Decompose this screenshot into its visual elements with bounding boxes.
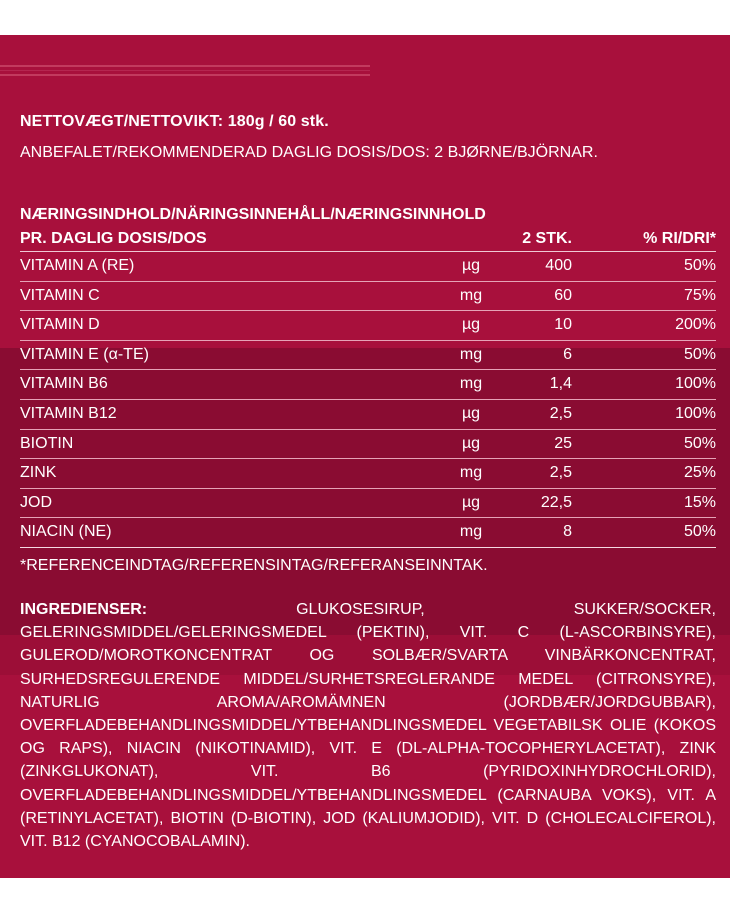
nutrient-amount: 2,5 — [549, 464, 572, 482]
table-row — [20, 459, 716, 489]
nutrient-ri: 50% — [683, 345, 716, 363]
nutrient-amount: 60 — [554, 286, 572, 304]
nutrient-ri: 200% — [675, 316, 716, 334]
nutrient-amount: 10 — [554, 316, 572, 334]
nutrient-ri: 25% — [683, 464, 716, 482]
nutrient-amount: 1,4 — [549, 375, 572, 393]
table-row — [20, 341, 716, 371]
decorative-stripes — [0, 65, 370, 79]
nutrient-name: ZINK — [20, 464, 57, 482]
nutrient-name: VITAMIN D — [20, 316, 100, 334]
label-panel — [0, 35, 730, 878]
nutrient-amount: 8 — [563, 523, 572, 541]
nutrient-name: BIOTIN — [20, 434, 74, 452]
ingredients-label: INGREDIENSER: — [20, 601, 148, 618]
ingredients-list: GLUKOSESIRUP, SUKKER/SOCKER, GELERINGSMIDDEL/GELERINGSMEDEL (PEKTIN), VIT. C (L-ASCORBINSYRE), GULEROD/MOROTKONCENTRAT OG SOLBÆR/SVARTA VINBÄRKONCENTRAT, SURHEDSREGULERENDE MIDDEL/SURHETSREGLERANDE MEDEL (CITRONSYRE), NATURLIG AROMA/AROMÄMNEN (JORDBÆR/JORDGUBBAR), OVERFLADEBEHANDLINGSMIDDEL/YTBEHANDLINGSMEDEL VEGETABILSK OLIE (KOKOS OG RAPS), NIACIN (NIKOTINAMID), VIT. E (DL-ALPHA-TOCOPHERYLACETAT), ZINK (ZINKGLUKONAT), VIT. B6 (PYRIDOXINHYDROCHLORID), OVERFLADEBEHANDLINGSMIDDEL/YTBEHANDLINGSMEDEL (CARNAUBA VOKS), VIT. A (RETINYLACETAT), BIOTIN (D-BIOTIN), JOD (KALIUMJODID), VIT. D (CHOLECALCIFEROL), VIT. B12 (CYANOCOBALAMIN). — [20, 601, 716, 851]
nutrient-name: VITAMIN E (α-TE) — [20, 345, 149, 363]
nutrient-ri: 50% — [683, 257, 716, 274]
table-row — [20, 430, 716, 460]
nutrient-unit: mg — [459, 286, 483, 304]
nutrient-name: VITAMIN B6 — [20, 375, 108, 393]
nutrient-unit: µg — [461, 316, 481, 334]
nutrient-amount: 2,5 — [549, 404, 572, 422]
nutrient-ri: 50% — [683, 523, 716, 541]
column-header-name: PR. DAGLIG DOSIS/DOS — [20, 230, 207, 247]
nutrient-ri: 75% — [683, 286, 716, 304]
nutrient-name: VITAMIN B12 — [20, 404, 117, 422]
daily-dose: ANBEFALET/REKOMMENDERAD DAGLIG DOSIS/DOS: 2 BJØRNE/BJÖRNAR. — [20, 144, 598, 161]
nutrient-unit: mg — [459, 375, 483, 393]
reference-note: *REFERENCEINDTAG/REFERENSINTAG/REFERANSEINNTAK. — [20, 557, 488, 574]
table-row — [20, 252, 716, 282]
nutrient-ri: 100% — [675, 404, 716, 422]
table-row — [20, 518, 716, 548]
nutrient-name: NIACIN (NE) — [20, 523, 112, 541]
column-header-ri: % RI/DRI* — [643, 230, 716, 247]
table-row — [20, 400, 716, 430]
nutrition-title: NÆRINGSINDHOLD/NÄRINGSINNEHÅLL/NÆRINGSINNHOLD — [20, 206, 486, 223]
nutrient-name: VITAMIN A (RE) — [20, 257, 135, 274]
nutrition-header-row — [20, 227, 716, 252]
net-weight: NETTOVÆGT/NETTOVIKT: 180g / 60 stk. — [20, 113, 329, 130]
table-row — [20, 370, 716, 400]
nutrient-ri: 15% — [683, 493, 716, 511]
nutrient-unit: µg — [461, 434, 481, 452]
table-row — [20, 489, 716, 519]
nutrient-amount: 400 — [545, 257, 572, 274]
nutrient-ri: 50% — [683, 434, 716, 452]
nutrient-unit: µg — [461, 493, 481, 511]
nutrient-name: JOD — [20, 493, 52, 511]
nutrition-rows — [20, 252, 716, 548]
table-row — [20, 282, 716, 312]
nutrient-ri: 100% — [675, 375, 716, 393]
nutrient-amount: 22,5 — [540, 493, 572, 511]
nutrient-unit: µg — [461, 257, 481, 274]
table-row — [20, 311, 716, 341]
column-header-amount: 2 STK. — [522, 230, 572, 247]
ingredients-text — [20, 598, 716, 853]
nutrient-unit: µg — [461, 404, 481, 422]
nutrient-unit: mg — [459, 345, 483, 363]
nutrient-name: VITAMIN C — [20, 286, 100, 304]
nutrient-amount: 25 — [554, 434, 572, 452]
nutrient-unit: mg — [459, 523, 483, 541]
nutrition-table — [20, 203, 716, 548]
nutrient-amount: 6 — [563, 345, 572, 363]
nutrient-unit: mg — [459, 464, 483, 482]
